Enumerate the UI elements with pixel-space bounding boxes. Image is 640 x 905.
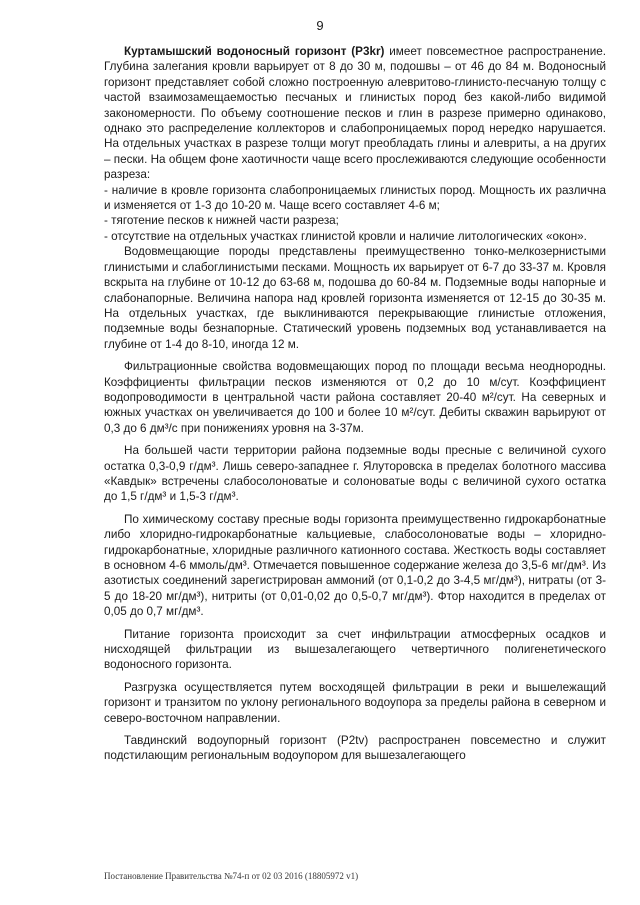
paragraph-host-rocks: Водовмещающие породы представлены преимущественно тонко-мелкозернистыми глинистыми и слабоглинистыми песками. Мощность их варьирует от 6-7 до 33-37 м. Кровля вскрыта на глубине от 10-12 до 63-68 м, подошва до 60-84 м. Подземные воды напорные и слабонапорные. Величина напора над кровлей горизонта изменяется от 12-15 до 30-35 м. На отдельных участках, где выклиниваются перекрывающие глинистые отложения, подземные воды безнапорные. Статический уровень подземных вод устанавливается на глубине от 1-4 до 8-10, иногда 12 м. bbox=[104, 245, 606, 351]
horizon-heading: Куртамышский водоносный горизонт (P3kr) bbox=[124, 45, 385, 58]
paragraph-tavda-aquitard: Тавдинский водоупорный горизонт (P2tv) распространен повсеместно и служит подстилающим региональным водоупором для вышезалегающего bbox=[104, 734, 606, 763]
paragraph-water-quality: На большей части территории района подземные воды пресные с величиной сухого остатка 0,3-0,9 г/дм³. Лишь северо-западнее г. Ялуторовска в пределах болотного массива «Кавдык» встречены слабосолоноватые и солоноватые воды с величиной сухого остатка до 1,5 г/дм³ и 1,5-3 г/дм³. bbox=[104, 444, 606, 504]
list-item: - наличие в кровле горизонта слабопроницаемых глинистых пород. Мощность их различна и изменяется от 1-3 до 10-20 м. Чаще всего составляет 4-6 м; bbox=[104, 183, 606, 213]
paragraph-kurtamysh-horizon bbox=[104, 44, 606, 183]
list-item: - тяготение песков к нижней части разреза; bbox=[104, 214, 339, 228]
paragraph-chemistry: По химическому составу пресные воды горизонта преимущественно гидрокарбонатные либо хлоридно-гидрокарбонатные кальциевые, слабосолоноватые воды – хлоридно-гидрокарбонатные, хлоридные различного катионного состава. Жесткость воды составляет в основном 4-6 ммоль/дм³. Отмечается повышенное содержание железа до 3,5-6 мг/дм³. Из азотистых соединений зарегистрирован аммоний (от 0,1-0,2 до 3-4,5 мг/дм³), нитраты (от 3-5 до 18-20 мг/дм³), нитриты (от 0,01-0,02 до 0,5-0,7 мг/дм³). Фтор находится в пределах от 0,05 до 0,7 мг/дм³. bbox=[104, 512, 606, 619]
list-item: - отсутствие на отдельных участках глинистой кровли и наличие литологических «окон». bbox=[104, 229, 587, 243]
paragraph-discharge: Разгрузка осуществляется путем восходящей фильтрации в реки и вышележащий горизонт и транзитом по уклону регионального водоупора за пределы района в северном и северо-восточном направлении. bbox=[104, 680, 606, 725]
page-number: 9 bbox=[316, 18, 324, 33]
footer-reference: Постановление Правительства №74-п от 02 03 2016 (18805972 v1) bbox=[104, 871, 359, 881]
document-body bbox=[104, 44, 606, 764]
paragraph-recharge: Питание горизонта происходит за счет инфильтрации атмосферных осадков и нисходящей фильтрации из вышезалегающего четвертичного полигенетического водоносного горизонта. bbox=[104, 627, 606, 672]
paragraph-filtration: Фильтрационные свойства водовмещающих пород по площади весьма неоднородны. Коэффициенты фильтрации песков изменяются от 0,2 до 10 м/сут. Коэффициент водопроводимости в центральной части района составляет 20-40 м²/сут. На северных и южных участках он увеличивается до 100 и более 10 м²/сут. Дебиты скважин варьируют от 0,3 до 6 дм³/с при понижениях уровня на 3-37м. bbox=[104, 360, 606, 435]
paragraph-text: имеет повсеместное распространение. Глубина залегания кровли варьирует от 8 до 30 м, подошвы – от 46 до 84 м. Водоносный горизонт представляет собой сложно построенную алевритово-глинисто-песчаную толщу с частой взаимозамещаемостью песчаных и глинистых пород без какой-либо видимой закономерности. По объему соотношение песков и глин в разрезе примерно одинаково, однако это распределение коллекторов и слабопроницаемых пород нередко нарушается. На отдельных участках в разрезе толщи могут преобладать глины и алевриты, а на других – пески. На общем фоне хаотичности чаще всего прослеживаются следующие особенности разреза: bbox=[104, 45, 606, 182]
